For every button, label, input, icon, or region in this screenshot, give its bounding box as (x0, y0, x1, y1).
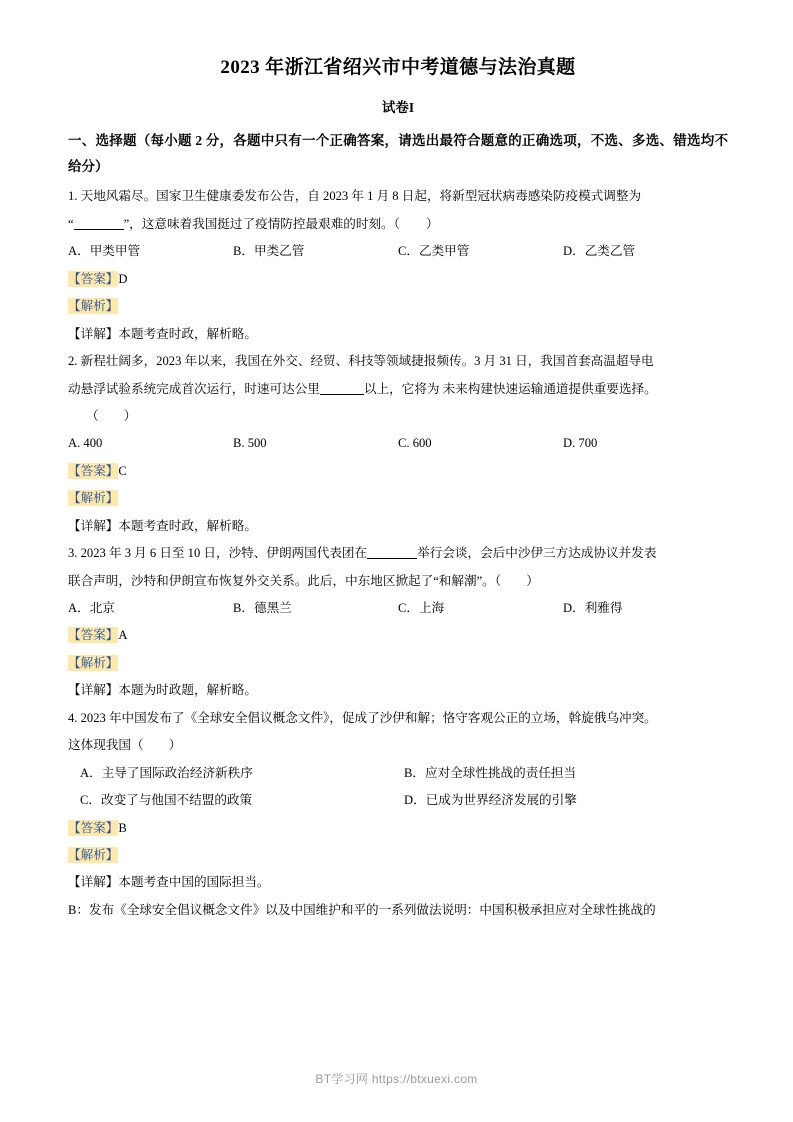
detail-line: 【详解】本题为时政题，解析略。 (68, 683, 257, 698)
option-b[interactable]: B．应对全球性挑战的责任担当 (404, 765, 577, 780)
option-b[interactable]: B．甲类乙管 (233, 244, 305, 259)
question-text-cont: 动悬浮试验系统完成首次运行，时速可达公里 (68, 381, 320, 396)
question-text: 天地风霜尽。国家卫生健康委发布公告，自 2023 年 1 月 8 日起，将新型冠状病毒感染防疫模式调整为 (80, 189, 642, 204)
question-stem-line2: 联合声明，沙特和伊朗宣布恢复外交关系。此后，中东地区掀起了“和解潮”。（ ） (68, 573, 539, 588)
option-b[interactable]: B．德黑兰 (233, 601, 292, 616)
option-d[interactable]: D．已成为世界经济发展的引擎 (404, 793, 577, 808)
paper-label: 试卷I (381, 99, 415, 115)
option-c[interactable]: C．上海 (398, 601, 445, 616)
analysis-line (68, 651, 728, 676)
analysis-label: 【解析】 (68, 655, 119, 670)
option-c[interactable]: C．乙类甲管 (398, 244, 470, 259)
detail-extra-line: B：发布《全球安全倡议概念文件》以及中国维护和平的一系列做法说明：中国积极承担应对全球性挑战的 (68, 902, 656, 917)
answer-line (68, 816, 728, 841)
detail-line: 【详解】本题考查中国的国际担当。 (68, 875, 270, 890)
fill-blank (367, 545, 417, 559)
analysis-line (68, 843, 728, 868)
options-row (68, 239, 728, 264)
option-a[interactable]: A．甲类甲管 (68, 244, 141, 259)
document-content (68, 55, 728, 925)
answer-line (68, 623, 728, 648)
answer-label: 【答案】 (68, 820, 119, 835)
question-paren-line: （ ） (86, 408, 137, 423)
question-text-cont: ”，这意味着我国挺过了疫情防控最艰难的时刻。（ (123, 216, 400, 231)
answer-line (68, 267, 728, 292)
option-c[interactable]: C．改变了与他国不结盟的政策 (80, 793, 253, 808)
options-row-1 (68, 761, 728, 786)
question-text-cont: 举行会谈，会后中沙伊三方达成协议并发表 (417, 546, 657, 561)
analysis-label: 【解析】 (68, 299, 119, 314)
question-stem-line2 (68, 377, 728, 402)
analysis-line (68, 486, 728, 511)
question-block (68, 184, 728, 347)
answer-label: 【答案】 (68, 271, 119, 286)
option-d[interactable]: D．乙类乙管 (563, 244, 636, 259)
option-a[interactable]: A．北京 (68, 601, 115, 616)
question-block (68, 541, 728, 704)
answer-value: B (118, 820, 127, 835)
analysis-label: 【解析】 (68, 847, 119, 862)
question-text: 2023 年 3 月 6 日至 10 日，沙特、伊朗两国代表团在 (80, 546, 368, 561)
options-row (68, 596, 728, 621)
question-stem (68, 706, 728, 731)
detail-line: 【详解】本题考查时政，解析略。 (68, 518, 257, 533)
section-heading: 一、选择题（每小题 2 分，各题中只有一个正确答案，请选出最符合题意的正确选项，不选、多选、错选均不给分） (68, 132, 728, 175)
analysis-line (68, 294, 728, 319)
option-b[interactable]: B. 500 (233, 436, 267, 451)
options-row-2 (68, 788, 728, 813)
answer-value: D (118, 271, 128, 286)
question-block (68, 349, 728, 539)
options-row (68, 431, 728, 456)
question-text: 2023 年中国发布了《全球安全倡议概念文件》，促成了沙伊和解；恪守客观公正的立场，斡旋俄乌冲突。 (80, 710, 657, 725)
quote-open: “ (68, 216, 74, 231)
question-text-cont2: 以上，它将为 未来构建快速运输通道提供重要选择。 (363, 381, 657, 396)
fill-blank (320, 381, 364, 395)
option-c[interactable]: C. 600 (398, 436, 432, 451)
watermark: BT学习网 https://btxuexi.com (315, 1072, 478, 1086)
option-a[interactable]: A. 400 (68, 436, 103, 451)
answer-label: 【答案】 (68, 628, 119, 643)
question-number: 2. (68, 354, 78, 369)
question-stem (68, 349, 728, 374)
question-stem-line2: 这体现我国（ ） (68, 738, 182, 753)
option-a[interactable]: A．主导了国际政治经济新秩序 (80, 765, 253, 780)
question-stem (68, 541, 728, 566)
question-stem-line2 (68, 212, 728, 237)
detail-line: 【详解】本题考查时政，解析略。 (68, 326, 257, 341)
option-d[interactable]: D．利雅得 (563, 601, 623, 616)
analysis-label: 【解析】 (68, 491, 119, 506)
answer-label: 【答案】 (68, 463, 119, 478)
question-number: 4. (68, 710, 78, 725)
question-number: 3. (68, 546, 78, 561)
question-number: 1. (68, 189, 78, 204)
fill-blank (74, 216, 124, 230)
page-title: 2023 年浙江省绍兴市中考道德与法治真题 (220, 57, 576, 78)
paren-close: ） (425, 216, 439, 231)
answer-line (68, 459, 728, 484)
answer-value: A (118, 628, 128, 643)
answer-value: C (118, 463, 127, 478)
question-text: 新程壮阔多，2023 年以来，我国在外交、经贸、科技等领域捷报频传。3 月 31 日，我国首套高温超导电 (80, 354, 654, 369)
question-block (68, 706, 728, 924)
option-d[interactable]: D. 700 (563, 436, 598, 451)
question-stem (68, 184, 728, 209)
